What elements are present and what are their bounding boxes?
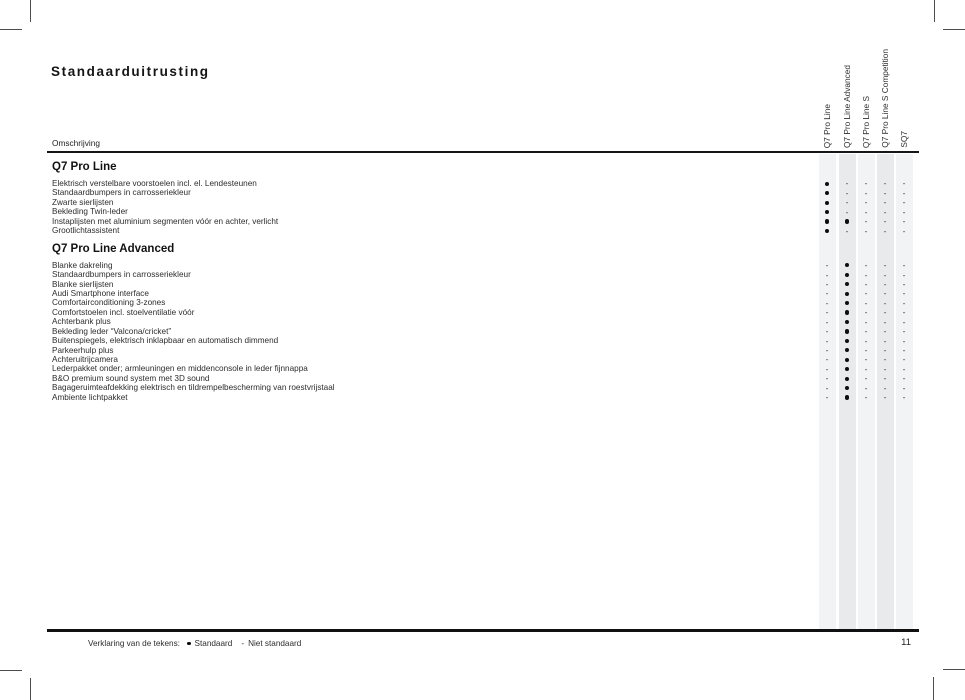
- table-row: [52, 179, 919, 188]
- not-standard-dash-icon: -: [825, 326, 829, 337]
- legend-standard-text: Standaard: [194, 639, 233, 648]
- description-column-header: Omschrijving: [52, 138, 100, 148]
- table-row: [52, 355, 919, 364]
- not-standard-dash-icon: -: [883, 354, 887, 365]
- crop-mark-top-left-vertical: [30, 0, 31, 22]
- not-standard-dash-icon: -: [825, 382, 829, 393]
- not-standard-dash-icon: -: [883, 288, 887, 299]
- not-standard-dash-icon: -: [883, 225, 887, 236]
- not-standard-dash-icon: -: [902, 297, 906, 308]
- not-standard-dash-icon: -: [864, 197, 868, 208]
- not-standard-dash-icon: -: [902, 216, 906, 227]
- table-row: [52, 280, 919, 289]
- not-standard-dash-icon: -: [864, 392, 868, 403]
- standard-dot-icon: [841, 327, 853, 336]
- row-label: Buitenspiegels, elektrisch inklapbaar en automatisch dimmend: [52, 336, 279, 346]
- table-row: [52, 270, 919, 279]
- not-standard-dash-icon: -: [864, 316, 868, 327]
- row-label: Comfortstoelen incl. stoelventilatie vóór: [52, 307, 195, 317]
- standard-dot-icon: [821, 179, 833, 188]
- not-standard-dash-icon: -: [864, 382, 868, 393]
- standard-dot-icon: [841, 298, 853, 307]
- row-label: Grootlichtassistent: [52, 226, 120, 236]
- not-standard-dash-icon: -: [864, 269, 868, 280]
- standard-dot-icon: [821, 217, 833, 226]
- not-standard-dash-icon: -: [864, 335, 868, 346]
- not-standard-dash-icon: -: [825, 363, 829, 374]
- standard-dot-icon: [841, 289, 853, 298]
- not-standard-dash-icon: -: [864, 373, 868, 384]
- table-row: [52, 188, 919, 197]
- not-standard-dash-icon: -: [241, 639, 245, 648]
- standard-dot-icon: [841, 280, 853, 289]
- not-standard-dash-icon: -: [902, 187, 906, 198]
- row-label: Bekleding Twin-leder: [52, 207, 128, 217]
- not-standard-dash-icon: -: [902, 382, 906, 393]
- row-label: Comfortairconditioning 3-zones: [52, 298, 166, 308]
- not-standard-dash-icon: -: [883, 260, 887, 271]
- table-row: [52, 308, 919, 317]
- not-standard-dash-icon: -: [845, 197, 849, 208]
- row-label: Standaardbumpers in carrosseriekleur: [52, 188, 191, 198]
- not-standard-dash-icon: -: [883, 392, 887, 403]
- not-standard-dash-icon: -: [883, 382, 887, 393]
- standard-dot-icon: [841, 383, 853, 392]
- standard-dot-icon: [841, 261, 853, 270]
- standard-dot-icon: [821, 198, 833, 207]
- table-header-rule: [47, 151, 919, 153]
- not-standard-dash-icon: -: [883, 187, 887, 198]
- legend-label: Verklaring van de tekens:: [88, 639, 180, 648]
- not-standard-dash-icon: -: [864, 216, 868, 227]
- not-standard-dash-icon: -: [883, 269, 887, 280]
- crop-mark-top-right-vertical: [934, 0, 935, 22]
- table-row: [52, 383, 919, 392]
- row-label: Blanke sierlijsten: [52, 279, 114, 289]
- not-standard-dash-icon: -: [864, 345, 868, 356]
- table-row: [52, 317, 919, 326]
- standard-dot-icon: [841, 355, 853, 364]
- not-standard-dash-icon: -: [902, 363, 906, 374]
- not-standard-dash-icon: -: [825, 260, 829, 271]
- not-standard-dash-icon: -: [883, 335, 887, 346]
- crop-mark-bottom-left-horizontal: [0, 670, 22, 671]
- not-standard-dash-icon: -: [825, 392, 829, 403]
- not-standard-dash-icon: -: [864, 206, 868, 217]
- table-row: [52, 364, 919, 373]
- row-label: B&O premium sound system met 3D sound: [52, 373, 210, 383]
- standard-dot-icon: [821, 207, 833, 216]
- equipment-section: [52, 243, 919, 403]
- not-standard-dash-icon: -: [864, 307, 868, 318]
- row-label: Audi Smartphone interface: [52, 288, 149, 298]
- standard-dot-icon: [841, 317, 853, 326]
- not-standard-dash-icon: -: [902, 260, 906, 271]
- table-row: [52, 346, 919, 355]
- crop-mark-bottom-right-horizontal: [943, 669, 965, 670]
- not-standard-dash-icon: -: [902, 335, 906, 346]
- not-standard-dash-icon: -: [902, 178, 906, 189]
- standard-dot-icon: [841, 308, 853, 317]
- standard-dot-icon: [841, 270, 853, 279]
- not-standard-dash-icon: -: [845, 225, 849, 236]
- not-standard-dash-icon: -: [883, 363, 887, 374]
- not-standard-dash-icon: -: [883, 316, 887, 327]
- section-rows: [52, 261, 919, 403]
- table-row: [52, 374, 919, 383]
- not-standard-dash-icon: -: [825, 335, 829, 346]
- not-standard-dash-icon: -: [825, 288, 829, 299]
- standard-dot-icon: [187, 642, 191, 646]
- not-standard-dash-icon: -: [825, 269, 829, 280]
- table-row: [52, 289, 919, 298]
- not-standard-dash-icon: -: [825, 278, 829, 289]
- equipment-section: [52, 161, 919, 236]
- row-label: Bekleding leder “Valcona/cricket”: [52, 326, 172, 336]
- not-standard-dash-icon: -: [883, 206, 887, 217]
- not-standard-dash-icon: -: [825, 297, 829, 308]
- row-label: Ambiente lichtpakket: [52, 392, 128, 402]
- column-header: Q7 Pro Line S: [861, 95, 871, 148]
- column-header: Q7 Pro Line: [822, 103, 832, 148]
- not-standard-dash-icon: -: [883, 297, 887, 308]
- not-standard-dash-icon: -: [864, 278, 868, 289]
- not-standard-dash-icon: -: [902, 225, 906, 236]
- not-standard-dash-icon: -: [902, 345, 906, 356]
- not-standard-dash-icon: -: [883, 373, 887, 384]
- not-standard-dash-icon: -: [902, 392, 906, 403]
- not-standard-dash-icon: -: [883, 178, 887, 189]
- not-standard-dash-icon: -: [883, 345, 887, 356]
- crop-mark-top-left-horizontal: [0, 29, 22, 30]
- not-standard-dash-icon: -: [902, 278, 906, 289]
- not-standard-dash-icon: -: [825, 316, 829, 327]
- not-standard-dash-icon: -: [845, 206, 849, 217]
- crop-mark-top-right-horizontal: [943, 29, 965, 30]
- section-rows: [52, 179, 919, 236]
- not-standard-dash-icon: -: [902, 307, 906, 318]
- table-row: [52, 298, 919, 307]
- not-standard-dash-icon: -: [883, 197, 887, 208]
- legend-standard-item: [187, 639, 232, 648]
- not-standard-dash-icon: -: [902, 316, 906, 327]
- not-standard-dash-icon: -: [902, 354, 906, 365]
- not-standard-dash-icon: -: [864, 363, 868, 374]
- not-standard-dash-icon: -: [902, 288, 906, 299]
- not-standard-dash-icon: -: [864, 297, 868, 308]
- standard-dot-icon: [841, 364, 853, 373]
- row-label: Instaplijsten met aluminium segmenten vóór en achter, verlicht: [52, 216, 279, 226]
- not-standard-dash-icon: -: [902, 269, 906, 280]
- not-standard-dash-icon: -: [864, 326, 868, 337]
- page-number: 11: [901, 637, 911, 648]
- legend: [88, 639, 310, 648]
- crop-mark-bottom-left-vertical: [30, 678, 31, 700]
- table-body: [52, 154, 919, 402]
- not-standard-dash-icon: -: [902, 326, 906, 337]
- not-standard-dash-icon: -: [883, 278, 887, 289]
- page-title: Standaarduitrusting: [51, 64, 210, 79]
- row-label: Zwarte sierlijsten: [52, 197, 114, 207]
- not-standard-dash-icon: -: [825, 354, 829, 365]
- not-standard-dash-icon: -: [864, 260, 868, 271]
- not-standard-dash-icon: -: [883, 326, 887, 337]
- not-standard-dash-icon: -: [864, 354, 868, 365]
- not-standard-dash-icon: -: [845, 178, 849, 189]
- section-title: Q7 Pro Line: [52, 161, 117, 173]
- not-standard-dash-icon: -: [902, 197, 906, 208]
- standard-dot-icon: [821, 188, 833, 197]
- not-standard-dash-icon: -: [825, 345, 829, 356]
- not-standard-dash-icon: -: [845, 187, 849, 198]
- row-label: Bagageruimteafdekking elektrisch en tildrempelbescherming van roestvrijstaal: [52, 383, 335, 393]
- table-row: [52, 207, 919, 216]
- crop-mark-bottom-right-vertical: [933, 677, 934, 700]
- not-standard-dash-icon: -: [864, 178, 868, 189]
- section-title: Q7 Pro Line Advanced: [52, 242, 175, 255]
- legend-not-standard-text: Niet standaard: [248, 639, 302, 648]
- legend-not-standard-item: [241, 639, 301, 648]
- column-header: Q7 Pro Line S Competition: [880, 49, 890, 148]
- standard-dot-icon: [841, 336, 853, 345]
- table-row: [52, 261, 919, 270]
- not-standard-dash-icon: -: [902, 206, 906, 217]
- standard-dot-icon: [841, 393, 853, 402]
- not-standard-dash-icon: -: [864, 225, 868, 236]
- table-bottom-rule: [47, 629, 919, 632]
- column-header: Q7 Pro Line Advanced: [842, 64, 852, 148]
- not-standard-dash-icon: -: [883, 307, 887, 318]
- not-standard-dash-icon: -: [825, 373, 829, 384]
- standard-dot-icon: [841, 346, 853, 355]
- table-row: [52, 198, 919, 207]
- table-row: [52, 393, 919, 402]
- not-standard-dash-icon: -: [883, 216, 887, 227]
- table-row: [52, 217, 919, 226]
- table-row: [52, 327, 919, 336]
- not-standard-dash-icon: -: [825, 307, 829, 318]
- row-label: Elektrisch verstelbare voorstoelen incl. el. Lendesteunen: [52, 179, 257, 188]
- standard-dot-icon: [821, 226, 833, 235]
- row-label: Lederpakket onder; armleuningen en middenconsole in leder fijnnappa: [52, 364, 308, 374]
- table-row: [52, 226, 919, 235]
- standard-dot-icon: [841, 374, 853, 383]
- not-standard-dash-icon: -: [864, 187, 868, 198]
- row-label: Achteruitrijcamera: [52, 355, 118, 364]
- row-label: Achterbank plus: [52, 317, 111, 327]
- row-label: Standaardbumpers in carrosseriekleur: [52, 270, 191, 280]
- column-header: SQ7: [899, 131, 909, 148]
- not-standard-dash-icon: -: [864, 288, 868, 299]
- not-standard-dash-icon: -: [902, 373, 906, 384]
- table-row: [52, 336, 919, 345]
- row-label: Parkeerhulp plus: [52, 345, 114, 355]
- row-label: Blanke dakreling: [52, 260, 113, 270]
